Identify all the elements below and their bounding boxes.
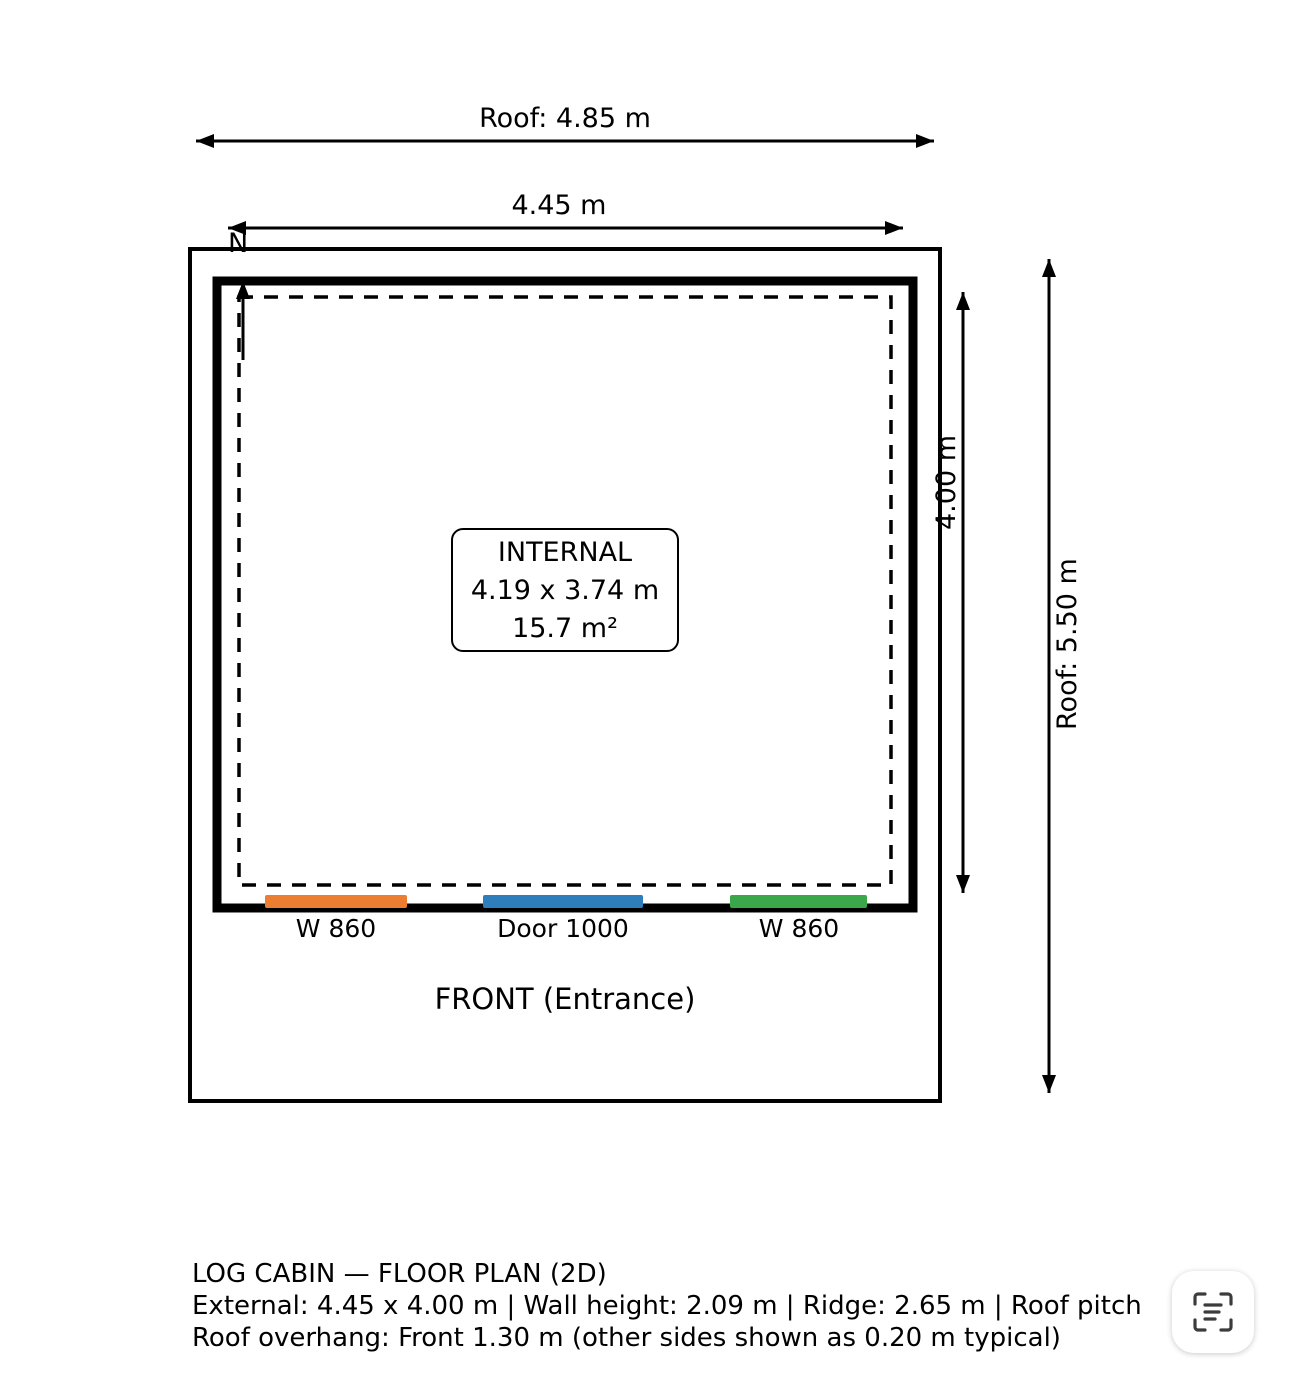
north-marker-label: N bbox=[228, 228, 249, 259]
footer-overhang: Roof overhang: Front 1.30 m (other sides shown as 0.20 m typical) bbox=[192, 1323, 1061, 1353]
window-left-label: W 860 bbox=[295, 914, 377, 943]
scan-document-badge[interactable] bbox=[1172, 1271, 1254, 1353]
dimension-external-depth bbox=[956, 292, 970, 893]
window-right-label: W 860 bbox=[758, 914, 840, 943]
external-width-dimension-label: 4.45 m bbox=[511, 190, 607, 221]
window-right-swatch bbox=[730, 895, 867, 908]
roof-outline bbox=[190, 249, 940, 1101]
front-entrance-label: FRONT (Entrance) bbox=[434, 982, 696, 1016]
window-left-swatch bbox=[265, 895, 407, 908]
internal-room-size: 4.19 x 3.74 m bbox=[470, 575, 660, 606]
footer-specs: External: 4.45 x 4.00 m | Wall height: 2.09 m | Ridge: 2.65 m | Roof pitch bbox=[192, 1291, 1142, 1321]
roof-depth-dimension-label: Roof: 5.50 m bbox=[1052, 558, 1083, 730]
internal-room-callout bbox=[451, 528, 679, 652]
internal-room-area: 15.7 m² bbox=[512, 613, 618, 644]
external-depth-dimension-label: 4.00 m bbox=[931, 434, 962, 530]
door-label: Door 1000 bbox=[497, 914, 629, 943]
scan-document-icon bbox=[1189, 1288, 1237, 1336]
roof-width-dimension-label: Roof: 4.85 m bbox=[479, 103, 651, 134]
footer-title: LOG CABIN — FLOOR PLAN (2D) bbox=[192, 1259, 607, 1289]
dimension-external-width bbox=[228, 221, 903, 235]
plan-footer bbox=[192, 1258, 1142, 1354]
internal-room-title: INTERNAL bbox=[497, 537, 633, 568]
door-swatch bbox=[483, 895, 643, 908]
dimension-roof-width bbox=[196, 134, 934, 148]
